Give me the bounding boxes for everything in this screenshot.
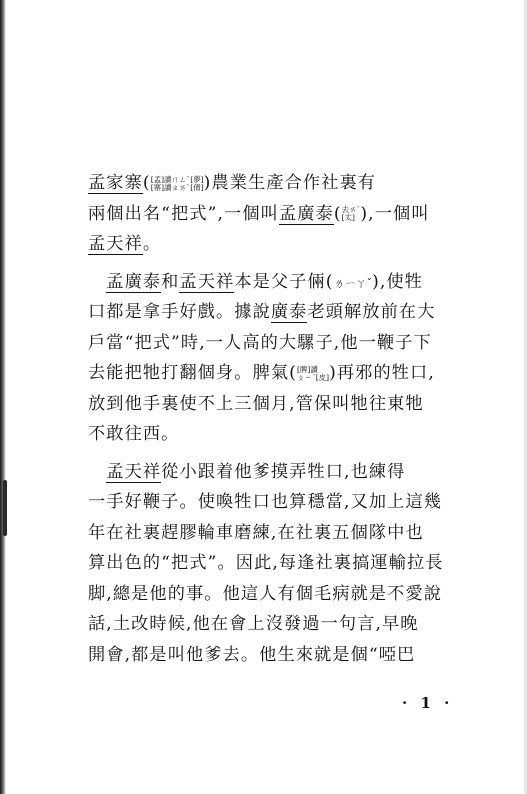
text-run: 年在社裏趕膠輪車磨練,在社裏五個隊中也: [88, 522, 424, 543]
text-run: 放到他手裏使不上三個月,管保叫牠往東牠: [88, 393, 424, 414]
text-run: ),使牲: [372, 271, 424, 292]
text-line: [88, 548, 484, 579]
text-line: [88, 267, 484, 298]
text-run: )再邪的牲口,: [329, 363, 435, 383]
text-line: [88, 389, 484, 420]
proper-name: 孟廣泰: [278, 203, 334, 224]
text-run: 算出色的“把式”。因此,每逢社裏搞運輸拉長: [88, 553, 444, 573]
text-line: [88, 487, 484, 518]
text-run: [88, 272, 106, 292]
proper-name: 廣泰: [270, 302, 308, 322]
pronunciation-note: [342, 206, 361, 222]
paragraph: [88, 168, 484, 260]
proper-name: 孟廣泰: [106, 271, 162, 292]
paragraph: [88, 457, 484, 671]
pronunciation-note-line: [脾]讀: [296, 364, 318, 374]
text-run: 去能把牠打翻個身。脾氣(: [88, 363, 297, 383]
pronunciation-note-line: [寨]讀ㄓㄞˋ[債]: [150, 182, 204, 192]
page-number: · 1 ·: [402, 694, 454, 712]
text-run: 從小跟着他爹摸弄牲口,也練得: [161, 461, 406, 482]
text-run: 口都是拿手好戲。據說: [88, 302, 271, 322]
text-line: [88, 609, 484, 640]
text-line: [88, 419, 484, 450]
text-line: [88, 229, 484, 260]
binding-mark: [3, 480, 7, 536]
text-line: [88, 457, 484, 488]
pronunciation-note-line: [孟]讀ㄇㄥˋ[夢]: [150, 174, 204, 184]
pronunciation-note: ㄌㄧㄚˇ: [333, 276, 373, 290]
text-run: 和: [161, 271, 180, 292]
paragraph-gap: [88, 450, 484, 457]
text-run: )農業生產合作社裏有: [203, 173, 377, 193]
text-line: [88, 518, 484, 549]
text-run: 話,土改時候,他在會上沒發過一句言,早晚: [88, 614, 419, 634]
body-text: [88, 168, 484, 670]
proper-name: 孟天祥: [179, 271, 235, 292]
proper-name: 孟天祥: [88, 234, 143, 254]
text-run: 脚,總是他的事。他這人有個毛病就是不愛說: [88, 583, 443, 604]
text-line: [88, 358, 484, 389]
pronunciation-note-line: [太]: [341, 213, 355, 222]
text-line: [88, 640, 484, 671]
text-line: [88, 297, 484, 328]
pronunciation-note-line: 去ㄞˋ: [341, 205, 361, 214]
proper-name: 孟天祥: [106, 461, 162, 482]
text-run: [88, 462, 106, 482]
text-run: 老頭解放前在大: [307, 302, 436, 322]
text-run: ),一個叫: [360, 203, 430, 224]
proper-name: 孟家寨: [88, 173, 143, 193]
pronunciation-note: [151, 176, 204, 192]
page-binding-edge: [0, 0, 6, 794]
text-line: [88, 199, 484, 230]
text-run: (: [142, 173, 151, 193]
text-run: 兩個出名“把式”,一個叫: [88, 203, 279, 224]
text-line: [88, 328, 484, 359]
text-run: 一手好鞭子。使喚牲口也算穩當,又加上這幾: [88, 492, 443, 512]
text-run: 戶當“把式”時,一人高的大騾子,他一鞭子下: [88, 332, 432, 353]
text-run: 不敢往西。: [88, 424, 180, 444]
pronunciation-note-line: ㄆㄧˊ[皮]: [296, 372, 330, 382]
text-run: 本是父子倆(: [234, 271, 334, 292]
paragraph-gap: [88, 260, 484, 267]
text-line: [88, 579, 484, 610]
text-run: (: [333, 203, 342, 224]
pronunciation-note: [297, 366, 329, 382]
paragraph: [88, 267, 484, 450]
text-run: 開會,都是叫他爹去。他生來就是個“啞巴: [88, 644, 416, 665]
text-run: 。: [142, 234, 162, 254]
text-line: [88, 168, 484, 199]
